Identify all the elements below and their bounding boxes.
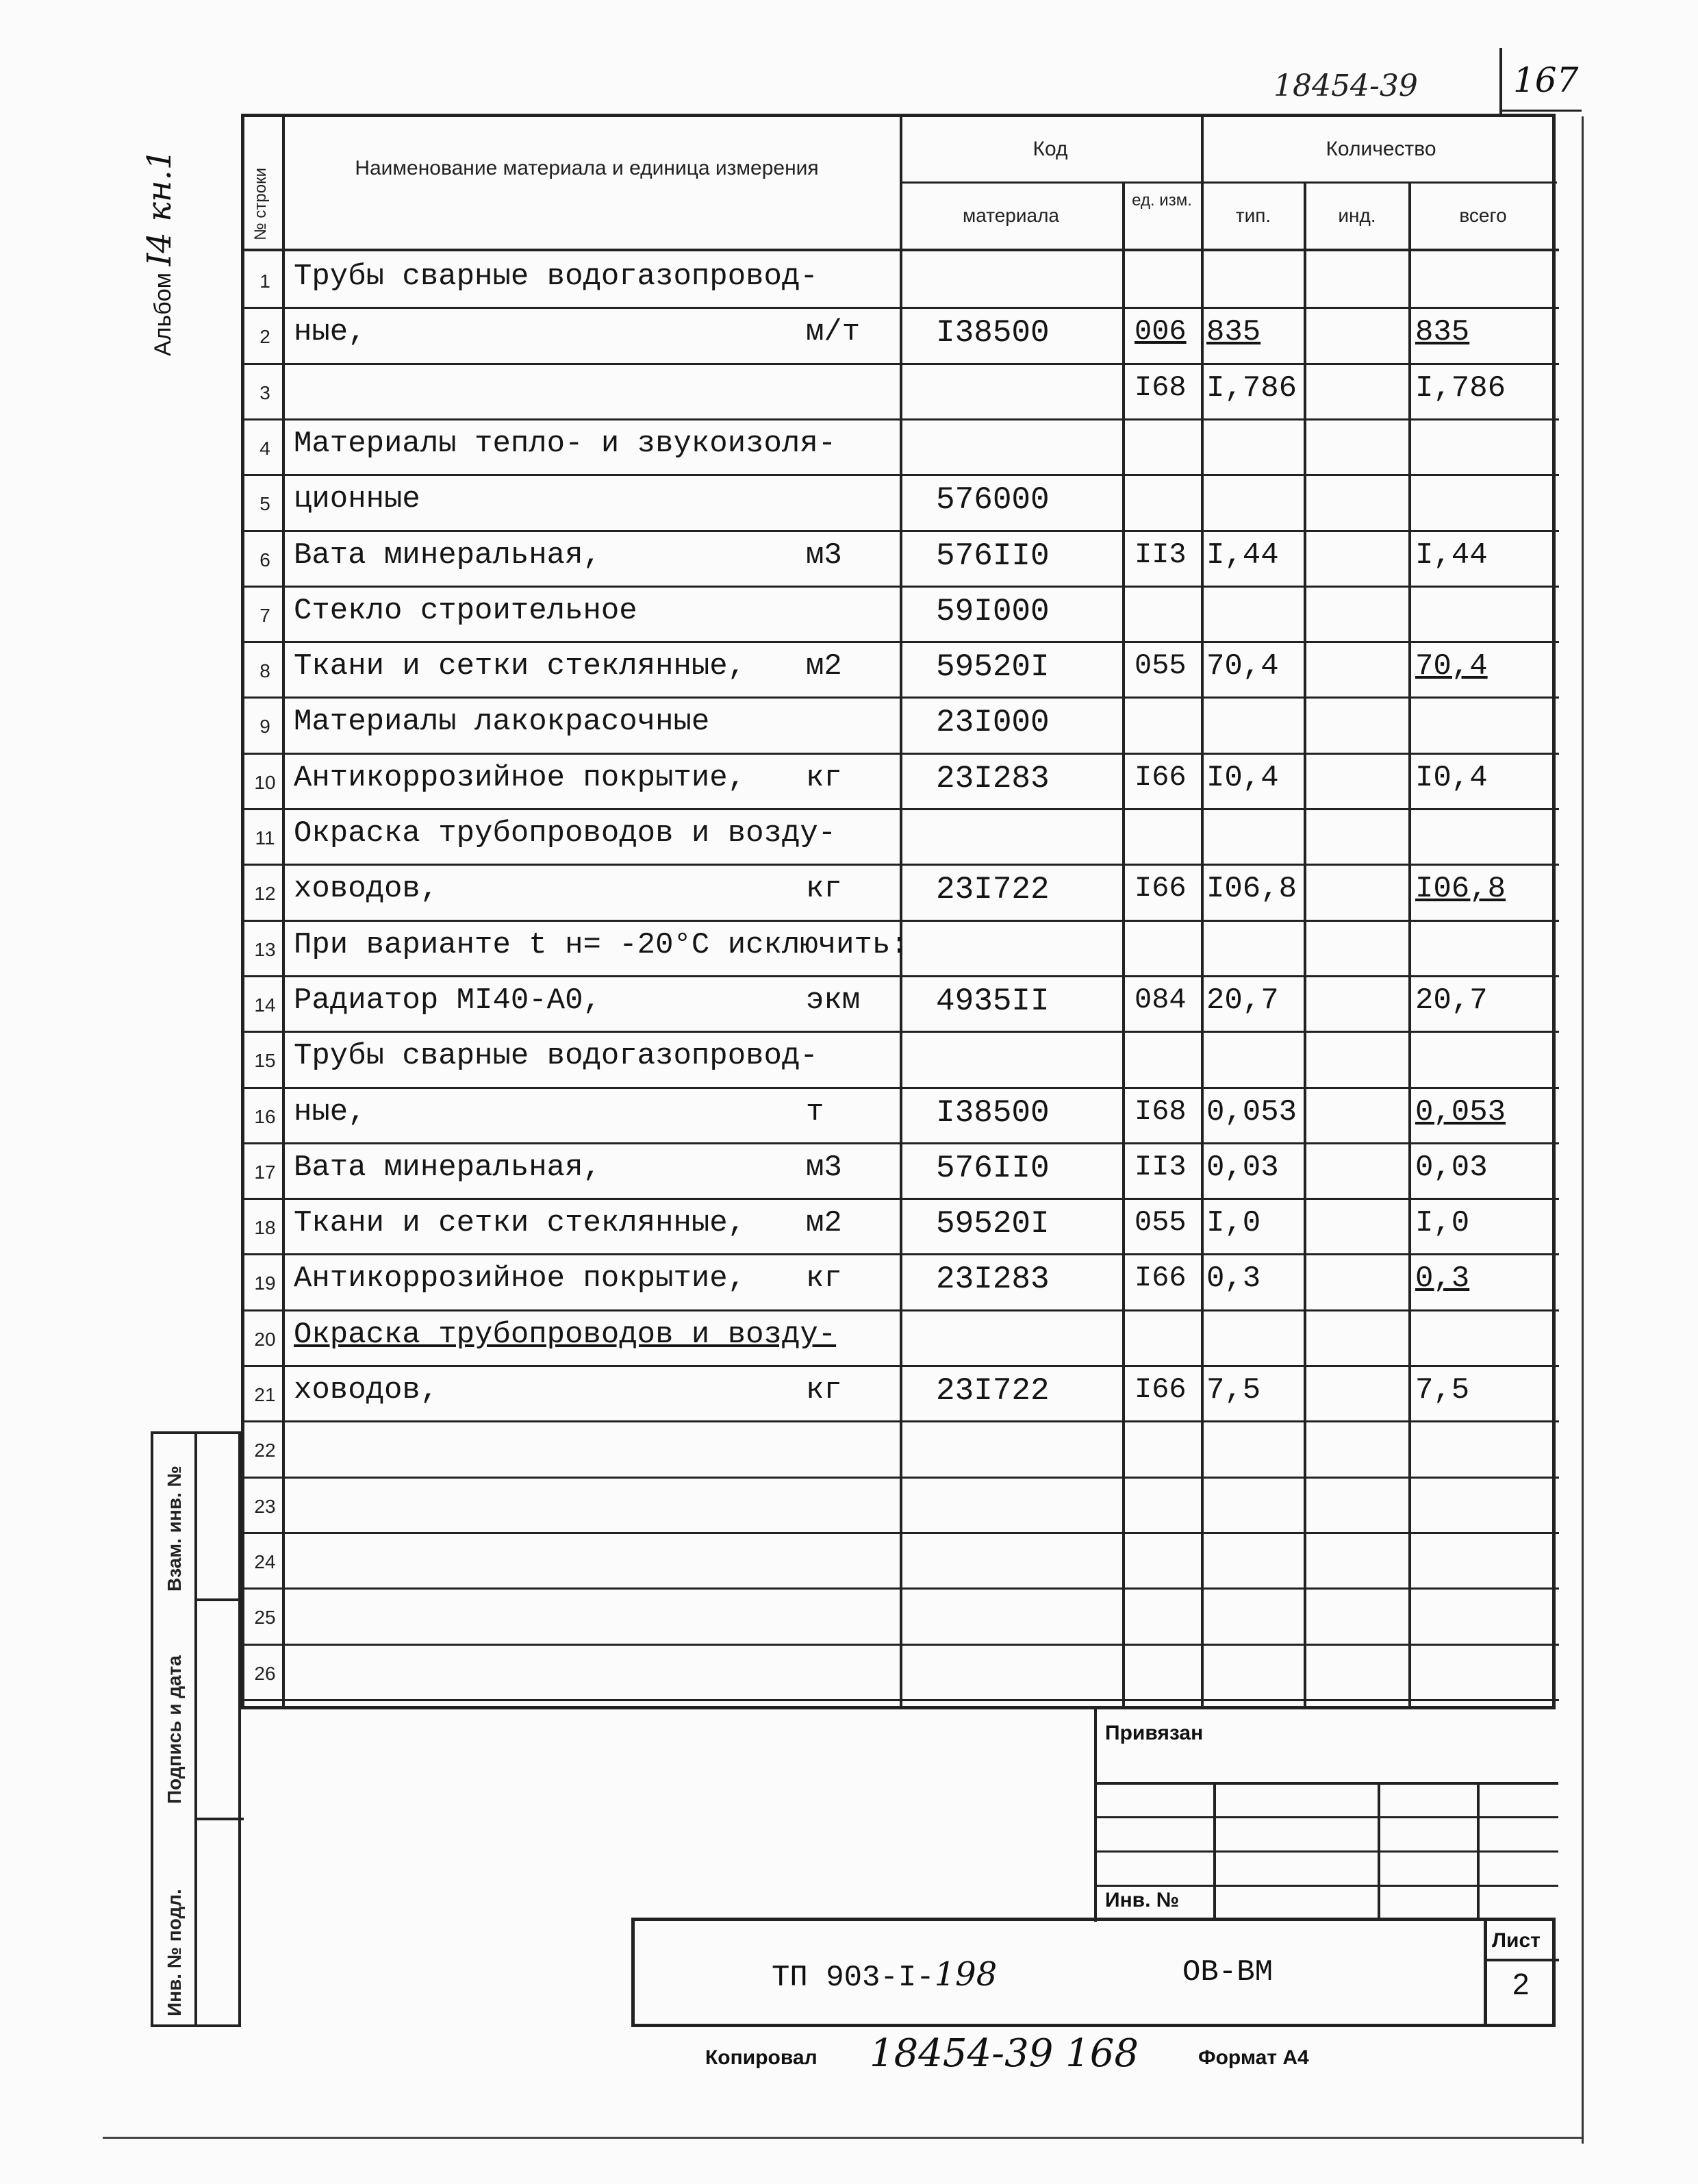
row-number: 15 [254,1050,276,1072]
row-rule [244,586,1559,588]
header-row-no-text: № строки [251,167,270,240]
row-rule [244,1142,1559,1144]
privyazan-rule-3 [1097,1850,1558,1853]
material-name: Материалы тепло- и звукоизоля- [294,426,837,461]
material-name: Вата минеральная, [294,1150,601,1185]
row-number: 24 [254,1551,276,1572]
header-code: Код [1032,138,1068,160]
privyazan-label: Привязан [1105,1722,1204,1744]
material-name: Радиатор МI40-А0, [294,983,601,1018]
material-code: 59520I [936,1206,1050,1242]
stamp-vzam: Взам. инв. № [164,1466,185,1592]
row-number: 20 [254,1328,276,1350]
row-number: 11 [255,827,275,849]
unit-code: I66 [1135,1262,1187,1295]
title-block [631,1918,1556,2027]
row-number: 7 [259,604,270,626]
row-rule [244,1309,1559,1311]
left-stamp [151,1431,241,2027]
sheet-rule [1484,1959,1559,1961]
qty-type: I06,8 [1206,872,1297,907]
material-code: 23I722 [936,872,1050,908]
col-divider-unit [1201,117,1204,1706]
page-number-rule [1499,110,1582,112]
qty-type: I,0 [1206,1206,1261,1241]
stamp-podpis: Подпись и дата [164,1655,185,1804]
material-name: При варианте t н= -20°С исключить: [294,927,909,962]
row-number: 26 [254,1662,276,1684]
material-code: 23I283 [936,1262,1050,1298]
material-code: 576II0 [936,538,1050,574]
material-code: 59I000 [936,593,1050,629]
material-code: 576II0 [936,1150,1050,1186]
copied-label: Копировал [705,2046,818,2069]
row-rule [244,920,1559,922]
row-rule [244,1477,1559,1479]
page-right-edge [1582,116,1584,2144]
material-code: 4935II [936,983,1050,1019]
qty-type: 0,053 [1206,1094,1297,1129]
material-name: Материалы лакокрасочные [294,705,710,740]
material-name: Окраска трубопроводов и возду- [294,1317,837,1352]
unit-of-measure: кг [806,1373,842,1407]
material-name: ные, [294,315,366,350]
col-divider-name [900,117,902,1706]
page-number: 167 [1513,60,1579,100]
header-qty-ind: инд. [1338,205,1376,226]
row-number: 14 [254,994,276,1016]
doc-code-prefix: ТП 903-I- [772,1961,935,1995]
unit-of-measure: кг [806,872,842,907]
material-name: Антикоррозийное покрытие, [294,760,746,795]
row-number: 8 [259,660,270,682]
material-name: ховодов, [294,872,439,907]
sheet-divider [1484,1921,1487,2024]
row-number: 18 [254,1217,276,1239]
qty-type: I0,4 [1206,760,1279,795]
stamp-divider-2 [194,1818,244,1820]
row-number: 19 [254,1272,276,1294]
row-rule [244,975,1559,977]
material-name: Ткани и сетки стеклянные, [294,649,746,684]
qty-total: I,786 [1415,371,1506,405]
row-number: 5 [259,493,270,515]
inv-no-label: Инв. № [1105,1889,1180,1911]
row-number: 10 [254,771,276,793]
qty-total: I,44 [1415,538,1488,573]
row-number: 6 [259,549,270,570]
bottom-rule [103,2137,1582,2139]
qty-total: 0,3 [1415,1262,1470,1296]
material-name: Трубы сварные водогазопровод- [294,1039,818,1074]
header-name: Наименование материала и единица измерения [355,157,819,179]
material-name: Ткани и сетки стеклянные, [294,1206,746,1241]
privyazan-col-3 [1477,1782,1480,1919]
row-rule [244,1587,1559,1590]
sheet-label: Лист [1492,1929,1541,1952]
unit-of-measure: м/т [806,315,861,350]
row-rule [244,1365,1559,1367]
row-number: 2 [259,326,270,348]
footer [705,2027,1595,2089]
qty-type: I,786 [1206,371,1297,405]
material-name: Трубы сварные водогазопровод- [294,260,818,294]
material-name: ционные [294,482,420,517]
header-quantity: Количество [1326,138,1436,160]
row-number: 13 [254,938,276,960]
unit-of-measure: экм [806,983,861,1018]
material-code: I38500 [936,315,1050,351]
row-rule [244,474,1559,476]
row-number: 1 [259,271,270,292]
row-rule [244,530,1559,532]
material-name: ховодов, [294,1373,439,1407]
header-qty-total: всего [1459,205,1507,226]
material-name: Вата минеральная, [294,538,601,573]
row-rule [244,1644,1559,1646]
qty-type: 0,3 [1206,1262,1261,1296]
unit-code: 055 [1135,1206,1187,1240]
row-rule [244,1532,1559,1534]
header-sub-rule [900,181,1557,184]
header-row-no [244,138,282,247]
row-rule [244,363,1559,365]
col-divider-rownum [282,117,285,1706]
privyazan-rule-4 [1097,1885,1558,1887]
row-rule [244,1253,1559,1255]
row-number: 3 [259,381,270,403]
unit-of-measure: м2 [806,1206,842,1241]
material-code: 23I283 [936,760,1050,796]
row-rule [244,753,1559,755]
unit-code: 084 [1135,983,1187,1016]
header-qty-type: тип. [1235,205,1271,226]
qty-type: I,44 [1206,538,1279,573]
material-code: 576000 [936,482,1050,518]
album-word: Альбом [150,273,176,356]
doc-code [772,1955,997,1995]
qty-total: 0,053 [1415,1094,1506,1129]
unit-code: 055 [1135,649,1187,683]
qty-total: 7,5 [1415,1373,1470,1407]
material-name: Окраска трубопроводов и возду- [294,816,837,851]
unit-of-measure: м3 [806,538,842,573]
row-rule [244,307,1559,309]
row-rule [244,1198,1559,1200]
doc-mark: ОВ-ВМ [1182,1955,1274,1990]
row-number: 9 [259,716,270,738]
unit-of-measure: кг [806,1262,842,1296]
row-number: 12 [254,883,276,905]
privyazan-rule-2 [1097,1816,1558,1818]
unit-of-measure: м2 [806,649,842,684]
row-rule [244,1087,1559,1089]
row-number: 21 [254,1384,276,1405]
unit-of-measure: м3 [806,1150,842,1185]
stamp-divider-vertical [194,1434,197,2024]
row-number: 4 [259,437,270,459]
material-name: ные, [294,1094,366,1129]
qty-type: 0,03 [1206,1150,1279,1185]
unit-code: II3 [1135,1150,1187,1183]
doc-code-number: 198 [934,1955,998,1994]
stamp-divider-1 [194,1598,244,1601]
page-number-divider [1499,48,1502,116]
header-code-unit: ед. изм. [1132,191,1192,210]
row-number: 16 [254,1105,276,1127]
row-rule [244,696,1559,699]
privyazan-col-2 [1378,1782,1380,1919]
materials-table [241,114,1556,1709]
qty-total: I06,8 [1415,872,1506,907]
unit-code: I66 [1135,760,1187,794]
qty-total: 70,4 [1415,649,1488,684]
row-number: 23 [254,1495,276,1517]
row-rule [244,418,1559,421]
unit-code: 006 [1135,315,1187,349]
row-rule [244,1420,1559,1422]
top-code: 18454-39 [1274,68,1418,103]
header-bottom-rule [244,249,1559,251]
unit-code: I66 [1135,872,1187,905]
privyazan-block [1094,1709,1558,1922]
unit-code: II3 [1135,538,1187,571]
unit-of-measure: кг [806,760,842,795]
qty-total: I0,4 [1415,760,1488,795]
format-label: Формат А4 [1198,2046,1309,2069]
unit-code: I68 [1135,371,1187,404]
stamp-inv-podl: Инв. № подл. [164,1889,185,2016]
material-name: Стекло строительное [294,593,637,628]
qty-type: 835 [1206,315,1261,350]
material-code: 59520I [936,649,1050,686]
unit-code: I68 [1135,1094,1187,1128]
qty-type: 20,7 [1206,983,1279,1018]
row-rule [244,808,1559,810]
qty-total: I,0 [1415,1206,1470,1241]
row-number: 17 [254,1161,276,1183]
sheet-value: 2 [1512,1968,1530,2001]
copied-code: 18454-39 168 [870,2031,1139,2076]
material-name: Антикоррозийное покрытие, [294,1262,746,1296]
header-code-material: материала [963,205,1059,226]
qty-total: 0,03 [1415,1150,1488,1185]
album-number: I4 кн.1 [140,149,179,266]
row-rule [244,864,1559,866]
material-code: 23I000 [936,705,1050,741]
material-code: I38500 [936,1094,1050,1131]
row-rule [244,1699,1559,1701]
qty-total: 835 [1415,315,1470,350]
row-rule [244,641,1559,643]
privyazan-rule-1 [1097,1782,1558,1785]
row-number: 25 [254,1607,276,1629]
privyazan-col-1 [1213,1782,1216,1919]
unit-code: I66 [1135,1373,1187,1406]
row-number: 22 [254,1440,276,1461]
qty-type: 7,5 [1206,1373,1261,1407]
row-rule [244,1031,1559,1033]
unit-of-measure: т [806,1094,824,1129]
material-code: 23I722 [936,1373,1050,1409]
qty-total: 20,7 [1415,983,1488,1018]
qty-type: 70,4 [1206,649,1279,684]
album-label [140,149,179,356]
